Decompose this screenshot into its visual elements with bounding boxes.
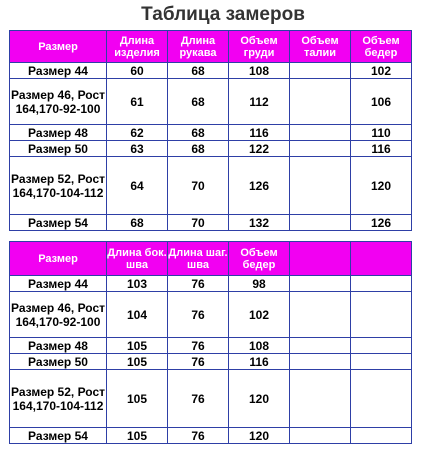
header-waist: Объем талии xyxy=(290,31,351,63)
cell xyxy=(290,141,351,157)
header-side-seam-length: Длина бок. шва xyxy=(107,242,168,276)
table-row xyxy=(10,63,412,79)
cell: 76 xyxy=(168,292,229,338)
table-row xyxy=(10,215,412,231)
cell: 122 xyxy=(229,141,290,157)
header-hips: Объем бедер xyxy=(229,242,290,276)
cell: 64 xyxy=(107,157,168,215)
cell: 102 xyxy=(229,292,290,338)
cell: 132 xyxy=(229,215,290,231)
cell: 60 xyxy=(107,63,168,79)
cell: 120 xyxy=(229,428,290,444)
cell: 68 xyxy=(168,63,229,79)
cell xyxy=(290,428,351,444)
header-empty xyxy=(351,242,412,276)
cell: 102 xyxy=(351,63,412,79)
cell: 76 xyxy=(168,428,229,444)
cell: 116 xyxy=(229,354,290,370)
cell: 120 xyxy=(351,157,412,215)
cell: 70 xyxy=(168,157,229,215)
cell xyxy=(290,125,351,141)
cell xyxy=(351,428,412,444)
cell: 120 xyxy=(229,370,290,428)
cell: 108 xyxy=(229,338,290,354)
table-row xyxy=(10,354,412,370)
cell: 68 xyxy=(168,79,229,125)
header-sleeve-length: Длина рукава xyxy=(168,31,229,63)
cell: 108 xyxy=(229,63,290,79)
table-row xyxy=(10,276,412,292)
row-label: Размер 44 xyxy=(10,63,107,79)
cell: 105 xyxy=(107,370,168,428)
table-row xyxy=(10,428,412,444)
cell xyxy=(351,370,412,428)
cell: 63 xyxy=(107,141,168,157)
cell: 98 xyxy=(229,276,290,292)
table-row xyxy=(10,370,412,428)
header-size: Размер xyxy=(10,31,107,63)
row-label: Размер 52, Рост 164,170-104-112 xyxy=(10,157,107,215)
row-label: Размер 54 xyxy=(10,428,107,444)
cell xyxy=(290,370,351,428)
header-hips: Объем бедер xyxy=(351,31,412,63)
row-label: Размер 50 xyxy=(10,141,107,157)
cell: 105 xyxy=(107,354,168,370)
cell xyxy=(290,157,351,215)
cell: 112 xyxy=(229,79,290,125)
header-chest: Объем груди xyxy=(229,31,290,63)
measurements-table-top xyxy=(9,30,412,231)
cell xyxy=(290,215,351,231)
table-row xyxy=(10,338,412,354)
cell: 105 xyxy=(107,428,168,444)
page-title: Таблица замеров xyxy=(141,4,305,25)
cell: 62 xyxy=(107,125,168,141)
row-label: Размер 54 xyxy=(10,215,107,231)
cell: 103 xyxy=(107,276,168,292)
cell: 68 xyxy=(168,141,229,157)
cell: 76 xyxy=(168,370,229,428)
header-item-length: Длина изделия xyxy=(107,31,168,63)
table-row xyxy=(10,157,412,215)
cell xyxy=(290,338,351,354)
cell: 76 xyxy=(168,354,229,370)
cell: 116 xyxy=(229,125,290,141)
table-row xyxy=(10,292,412,338)
table-row xyxy=(10,141,412,157)
cell xyxy=(351,338,412,354)
cell xyxy=(351,292,412,338)
cell: 70 xyxy=(168,215,229,231)
header-inseam-length: Длина шаг. шва xyxy=(168,242,229,276)
row-label: Размер 48 xyxy=(10,125,107,141)
header-row xyxy=(10,31,412,63)
row-label: Размер 44 xyxy=(10,276,107,292)
cell xyxy=(351,276,412,292)
cell: 105 xyxy=(107,338,168,354)
cell: 106 xyxy=(351,79,412,125)
cell xyxy=(351,354,412,370)
cell: 126 xyxy=(229,157,290,215)
cell xyxy=(290,79,351,125)
header-empty xyxy=(290,242,351,276)
header-size: Размер xyxy=(10,242,107,276)
cell: 68 xyxy=(107,215,168,231)
measurements-table-bottom xyxy=(9,241,412,444)
cell xyxy=(290,354,351,370)
cell: 110 xyxy=(351,125,412,141)
row-label: Размер 50 xyxy=(10,354,107,370)
row-label: Размер 48 xyxy=(10,338,107,354)
cell: 68 xyxy=(168,125,229,141)
cell: 126 xyxy=(351,215,412,231)
table-row xyxy=(10,125,412,141)
cell: 116 xyxy=(351,141,412,157)
cell xyxy=(290,63,351,79)
cell: 76 xyxy=(168,276,229,292)
cell xyxy=(290,292,351,338)
row-label: Размер 52, Рост 164,170-104-112 xyxy=(10,370,107,428)
cell: 76 xyxy=(168,338,229,354)
cell: 61 xyxy=(107,79,168,125)
cell xyxy=(290,276,351,292)
row-label: Размер 46, Рост 164,170-92-100 xyxy=(10,292,107,338)
row-label: Размер 46, Рост 164,170-92-100 xyxy=(10,79,107,125)
header-row xyxy=(10,242,412,276)
cell: 104 xyxy=(107,292,168,338)
table-row xyxy=(10,79,412,125)
